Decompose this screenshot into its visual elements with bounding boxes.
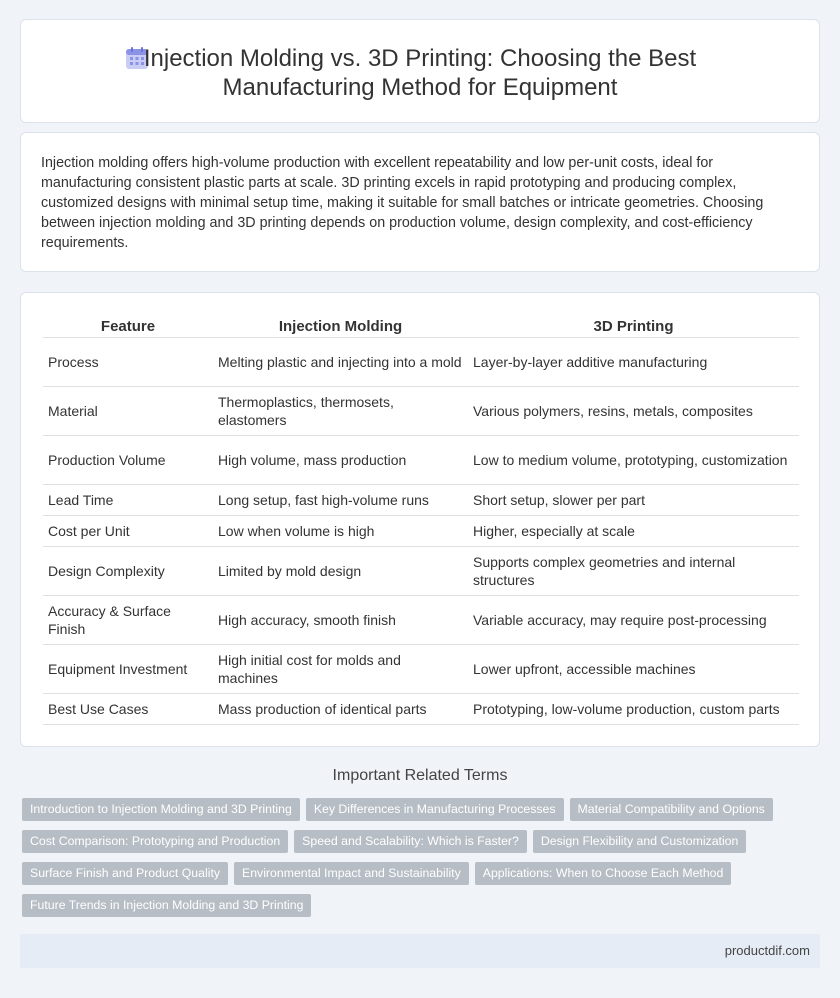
printing-cell: Layer-by-layer additive manufacturing [468, 338, 799, 387]
printing-cell: Supports complex geometries and internal structures [468, 547, 799, 596]
related-tag[interactable]: Design Flexibility and Customization [533, 830, 747, 853]
header-3d-printing: 3D Printing [468, 315, 799, 338]
related-tag[interactable]: Future Trends in Injection Molding and 3D Printing [22, 894, 311, 917]
injection-cell: Mass production of identical parts [213, 694, 468, 725]
table-row [43, 387, 799, 436]
injection-cell: High accuracy, smooth finish [213, 596, 468, 645]
injection-cell: Thermoplastics, thermosets, elastomers [213, 387, 468, 436]
related-tag[interactable]: Key Differences in Manufacturing Processes [306, 798, 564, 821]
table-row [43, 485, 799, 516]
page-title: Injection Molding vs. 3D Printing: Choosing the Best Manufacturing Method for Equipment [143, 45, 697, 101]
feature-cell: Accuracy & Surface Finish [43, 596, 213, 645]
related-tag[interactable]: Applications: When to Choose Each Method [475, 862, 732, 885]
related-tags [22, 798, 812, 926]
table-row [43, 516, 799, 547]
table-header-row [43, 315, 799, 338]
printing-cell: Various polymers, resins, metals, composites [468, 387, 799, 436]
feature-cell: Process [43, 338, 213, 387]
table-row [43, 645, 799, 694]
title-card [20, 19, 820, 123]
printing-cell: Prototyping, low-volume production, custom parts [468, 694, 799, 725]
printing-cell: Low to medium volume, prototyping, customization [468, 436, 799, 485]
comparison-table-card [20, 292, 820, 747]
footer [20, 934, 820, 968]
feature-cell: Design Complexity [43, 547, 213, 596]
related-tag[interactable]: Surface Finish and Product Quality [22, 862, 228, 885]
printing-cell: Variable accuracy, may require post-processing [468, 596, 799, 645]
summary-text: Injection molding offers high-volume production with excellent repeatability and low per-unit costs, ideal for manufacturing consistent plastic parts at scale. 3D printing excels in rapid prototyping and producing complex, customized designs with minimal setup time, making it suitable for small batches or intricate geometries. Choosing between injection molding and 3D printing depends on production volume, design complexity, and cost-efficiency requirements. [41, 155, 764, 251]
related-tag[interactable]: Material Compatibility and Options [570, 798, 773, 821]
footer-site-link[interactable]: productdif.com [724, 943, 810, 958]
injection-cell: High volume, mass production [213, 436, 468, 485]
injection-cell: Long setup, fast high-volume runs [213, 485, 468, 516]
feature-cell: Cost per Unit [43, 516, 213, 547]
table-row [43, 547, 799, 596]
table-row [43, 338, 799, 387]
table-row [43, 436, 799, 485]
table-row [43, 694, 799, 725]
feature-cell: Production Volume [43, 436, 213, 485]
injection-cell: Limited by mold design [213, 547, 468, 596]
related-tag[interactable]: Speed and Scalability: Which is Faster? [294, 830, 527, 853]
related-terms-title: Important Related Terms [332, 767, 508, 784]
injection-cell: Low when volume is high [213, 516, 468, 547]
summary-card [20, 132, 820, 272]
printing-cell: Short setup, slower per part [468, 485, 799, 516]
comparison-table [43, 315, 799, 725]
injection-cell: Melting plastic and injecting into a mold [213, 338, 468, 387]
feature-cell: Best Use Cases [43, 694, 213, 725]
feature-cell: Material [43, 387, 213, 436]
related-tag[interactable]: Cost Comparison: Prototyping and Production [22, 830, 288, 853]
printing-cell: Lower upfront, accessible machines [468, 645, 799, 694]
printing-cell: Higher, especially at scale [468, 516, 799, 547]
related-tag[interactable]: Environmental Impact and Sustainability [234, 862, 469, 885]
header-feature: Feature [43, 315, 213, 338]
feature-cell: Equipment Investment [43, 645, 213, 694]
header-injection-molding: Injection Molding [213, 315, 468, 338]
related-tag[interactable]: Introduction to Injection Molding and 3D Printing [22, 798, 300, 821]
feature-cell: Lead Time [43, 485, 213, 516]
injection-cell: High initial cost for molds and machines [213, 645, 468, 694]
table-row [43, 596, 799, 645]
